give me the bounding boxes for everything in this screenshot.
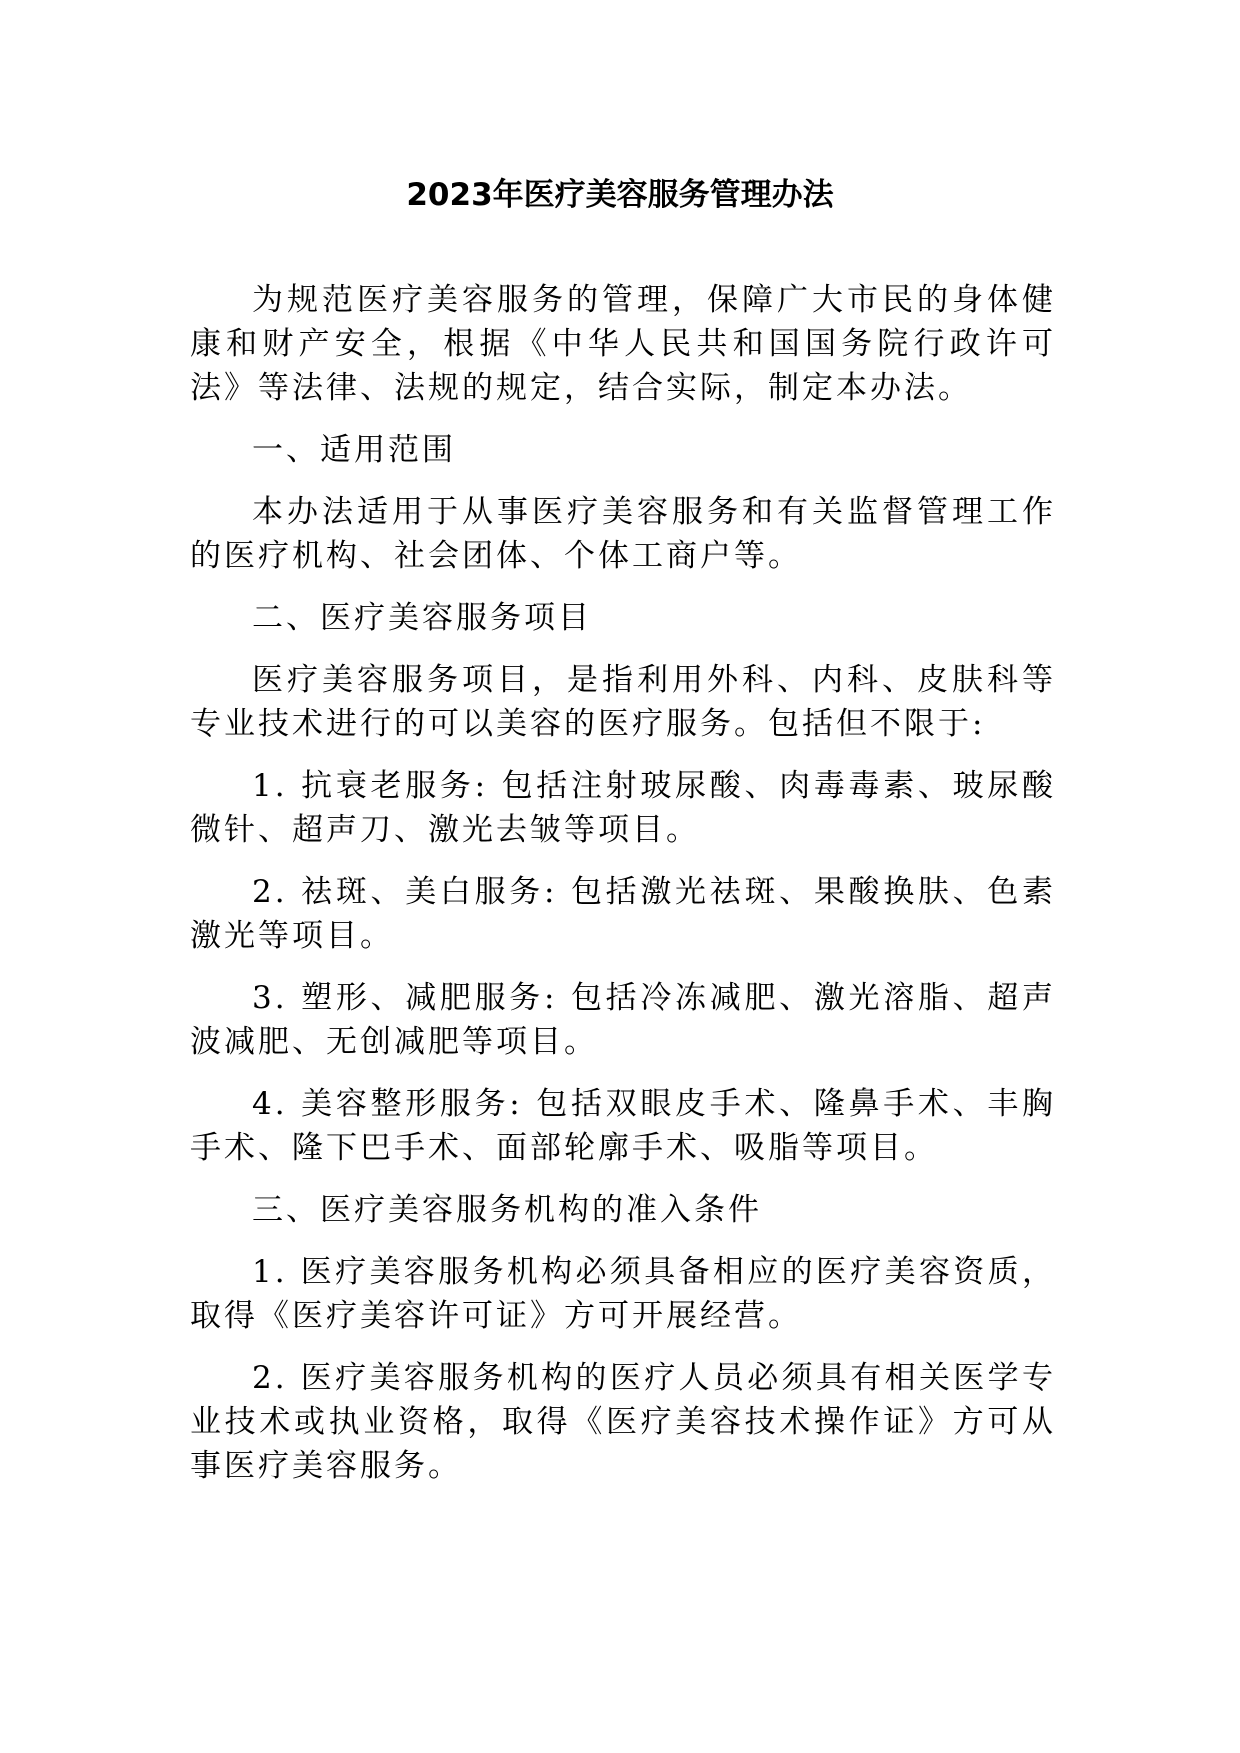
scope-paragraph: 本办法适用于从事医疗美容服务和有关监督管理工作的医疗机构、社会团体、个体工商户等。: [190, 494, 1056, 574]
requirement-item-license: 1. 医疗美容服务机构必须具备相应的医疗美容资质，取得《医疗美容许可证》方可开展经营。: [190, 1254, 1056, 1334]
intro-paragraph: 为规范医疗美容服务的管理，保障广大市民的身体健康和财产安全，根据《中华人民共和国国务院行政许可法》等法律、法规的规定，结合实际，制定本办法。: [190, 282, 1056, 406]
service-item-slimming: 3. 塑形、减肥服务: 包括冷冻减肥、激光溶脂、超声波减肥、无创减肥等项目。: [190, 980, 1056, 1060]
section-heading-scope: 一、适用范围: [252, 432, 456, 468]
section-heading-services: 二、医疗美容服务项目: [252, 600, 592, 636]
service-item-whitening: 2. 祛斑、美白服务: 包括激光祛斑、果酸换肤、色素激光等项目。: [190, 874, 1056, 954]
services-paragraph: 医疗美容服务项目，是指利用外科、内科、皮肤科等专业技术进行的可以美容的医疗服务。包括但不限于:: [190, 662, 1056, 742]
section-heading-requirements: 三、医疗美容服务机构的准入条件: [252, 1192, 762, 1228]
service-item-anti-aging: 1. 抗衰老服务: 包括注射玻尿酸、肉毒毒素、玻尿酸微针、超声刀、激光去皱等项目。: [190, 768, 1056, 848]
document-body: [190, 278, 1056, 1506]
service-item-plastic-surgery: 4. 美容整形服务: 包括双眼皮手术、隆鼻手术、丰胸手术、隆下巴手术、面部轮廓手术、吸脂等项目。: [190, 1086, 1056, 1166]
requirement-item-staff: 2. 医疗美容服务机构的医疗人员必须具有相关医学专业技术或执业资格，取得《医疗美容技术操作证》方可从事医疗美容服务。: [190, 1360, 1056, 1484]
document-title: 2023年医疗美容服务管理办法: [406, 177, 834, 213]
